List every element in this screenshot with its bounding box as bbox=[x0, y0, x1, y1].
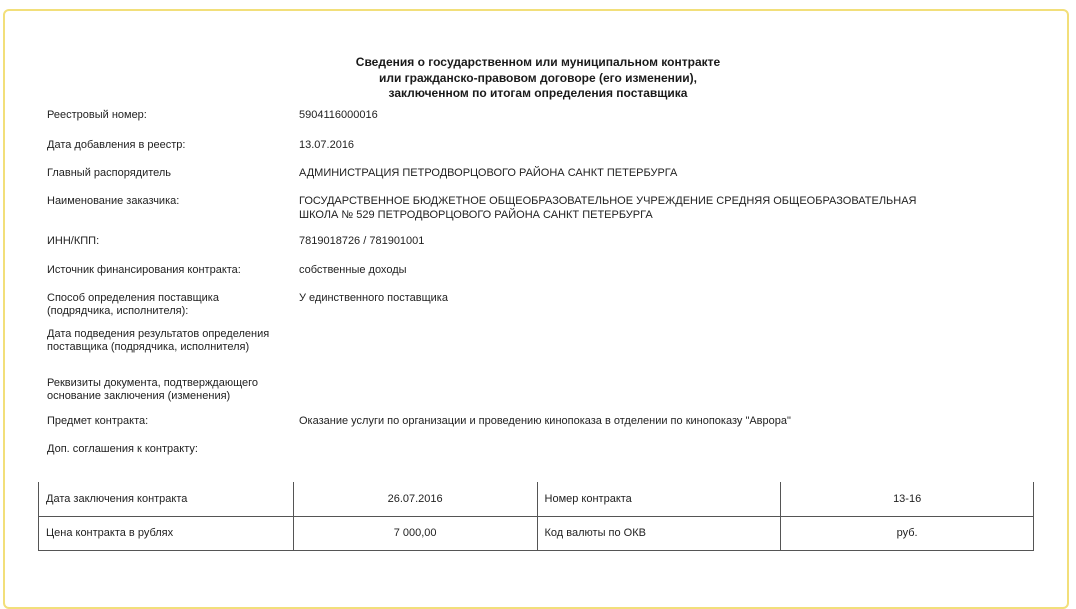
method-label-line-2: (подрядчика, исполнителя): bbox=[47, 305, 189, 317]
requisites-label-line-2: основание заключения (изменения) bbox=[47, 390, 231, 402]
funding-label: Источник финансирования контракта: bbox=[47, 264, 241, 276]
customer-value-line-2: ШКОЛА № 529 ПЕТРОДВОРЦОВОГО РАЙОНА САНКТ ПЕТЕРБУРГА bbox=[299, 209, 653, 221]
supplements-label: Доп. соглашения к контракту: bbox=[47, 443, 198, 455]
title-line-1: Сведения о государственном или муниципальном контракте bbox=[355, 55, 721, 69]
title-line-2: или гражданско-правовом договоре (его изменении), bbox=[378, 70, 698, 85]
customer-label: Наименование заказчика: bbox=[47, 195, 180, 207]
table-row bbox=[39, 482, 1034, 516]
contract-date-label: Дата заключения контракта bbox=[39, 482, 294, 516]
subject-value: Оказание услуги по организации и проведению кинопоказа в отделении по кинопоказу "Аврора" bbox=[299, 415, 791, 427]
contract-price-label: Цена контракта в рублях bbox=[39, 516, 294, 550]
currency-code-label: Код валюты по ОКВ bbox=[537, 516, 781, 550]
inn-kpp-value: 7819018726 / 781901001 bbox=[299, 235, 425, 247]
method-label-line-1: Способ определения поставщика bbox=[47, 292, 219, 304]
result-date-label-line-1: Дата подведения результатов определения bbox=[47, 328, 270, 340]
contract-table bbox=[38, 482, 1034, 551]
customer-value-line-1: ГОСУДАРСТВЕННОЕ БЮДЖЕТНОЕ ОБЩЕОБРАЗОВАТЕЛЬНОЕ УЧРЕЖДЕНИЕ СРЕДНЯЯ ОБЩЕОБРАЗОВАТЕЛЬНАЯ bbox=[299, 195, 917, 207]
title-line-3: заключенном по итогам определения поставщика bbox=[388, 86, 688, 100]
currency-code-value: руб. bbox=[781, 516, 1034, 550]
requisites-label-line-1: Реквизиты документа, подтверждающего bbox=[47, 377, 259, 389]
document-title bbox=[0, 55, 1076, 102]
contract-number-label: Номер контракта bbox=[537, 482, 781, 516]
contract-number-value: 13-16 bbox=[781, 482, 1034, 516]
contract-date-value: 26.07.2016 bbox=[293, 482, 537, 516]
subject-label: Предмет контракта: bbox=[47, 415, 149, 427]
table-row bbox=[39, 516, 1034, 550]
method-value: У единственного поставщика bbox=[299, 292, 448, 304]
date-added-label: Дата добавления в реестр: bbox=[47, 139, 186, 151]
result-date-label-line-2: поставщика (подрядчика, исполнителя) bbox=[47, 341, 250, 353]
manager-label: Главный распорядитель bbox=[47, 167, 172, 179]
reg-number-value: 5904116000016 bbox=[299, 109, 378, 121]
reg-number-label: Реестровый номер: bbox=[47, 109, 147, 121]
contract-price-value: 7 000,00 bbox=[293, 516, 537, 550]
inn-kpp-label: ИНН/КПП: bbox=[47, 235, 100, 247]
manager-value: АДМИНИСТРАЦИЯ ПЕТРОДВОРЦОВОГО РАЙОНА САНКТ ПЕТЕРБУРГА bbox=[299, 167, 678, 179]
date-added-value: 13.07.2016 bbox=[299, 139, 355, 151]
funding-value: собственные доходы bbox=[299, 264, 407, 276]
